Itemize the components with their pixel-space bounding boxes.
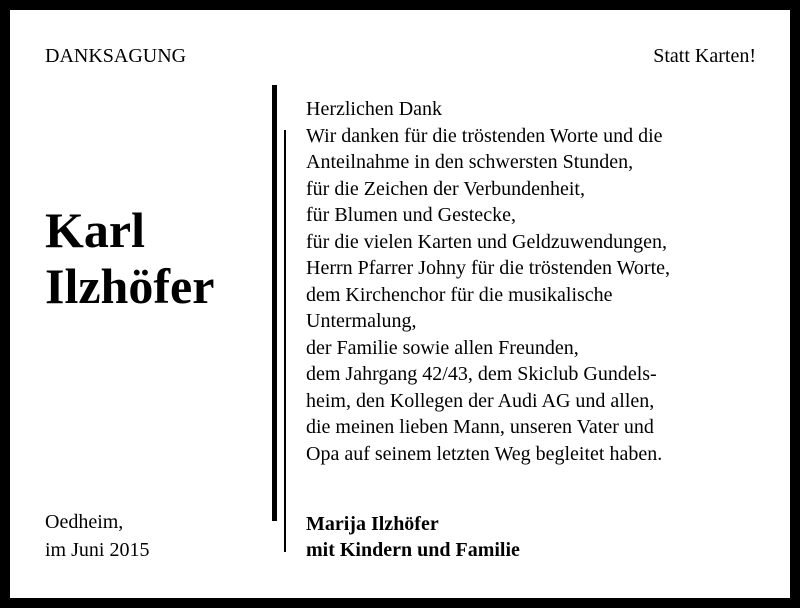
date: im Juni 2015 [45,539,150,561]
thanks-line: dem Kirchenchor für die musikalische [306,283,613,306]
thanks-line: für Blumen und Gestecke, [306,204,516,226]
deceased-name [45,202,214,314]
thanks-line: dem Jahrgang 42/43, dem Skiclub Gundels- [306,363,657,385]
signature [306,511,520,563]
header-note: Statt Karten! [653,45,756,67]
place: Oedheim, [45,511,124,533]
thanks-line: für die vielen Karten und Geldzuwendungen, [306,230,667,253]
deceased-last-name: Ilzhöfer [45,258,215,314]
thanks-line: Opa auf seinem letzten Weg begleitet haben. [306,442,663,465]
header-title: DANKSAGUNG [45,45,187,67]
deceased-first-name: Karl [45,202,145,258]
thanks-line: für die Zeichen der Verbundenheit, [306,177,585,200]
thanks-line: der Familie sowie allen Freunden, [306,336,579,359]
thanks-line: heim, den Kollegen der Audi AG und allen, [306,389,655,412]
thanks-line: Wir danken für die tröstenden Worte und die [306,124,663,147]
signature-family: mit Kindern und Familie [306,539,520,561]
signature-name: Marija Ilzhöfer [306,513,439,535]
thanks-text [306,96,670,467]
thanks-line: Herrn Pfarrer Johny für die tröstenden Worte, [306,257,671,279]
thanks-line: Herzlichen Dank [306,98,443,120]
place-date [45,508,149,564]
divider-thin [284,130,286,552]
thanks-line: Anteilnahme in den schwersten Stunden, [306,151,634,173]
thanks-line: Untermalung, [306,310,417,332]
divider-thick [272,85,277,521]
obituary-card [10,10,790,598]
thanks-line: die meinen lieben Mann, unseren Vater und [306,416,654,438]
